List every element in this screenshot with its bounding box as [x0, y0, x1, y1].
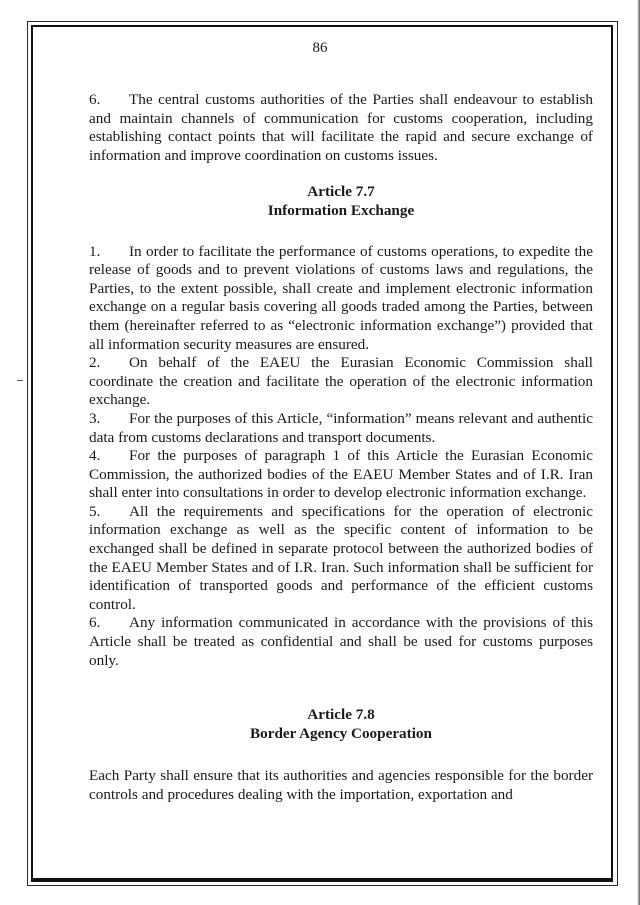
paragraph-text: The central customs authorities of the Parties shall endeavour to establish and maintain channels of communication for customs cooperation, including establishing contact points that will facilitate the rapid and secure exchange of information and improve coordination on customs issues.	[89, 91, 593, 164]
margin-mark	[17, 380, 23, 381]
paragraph-number: 6.	[89, 91, 101, 108]
article-7-8-title: Border Agency Cooperation	[250, 724, 432, 742]
article-7-7-paragraph-2	[89, 354, 593, 410]
paragraph-text: Any information communicated in accordance with the provisions of this Article shall be treated as confidential and shall be used for customs purposes only.	[89, 614, 593, 669]
paragraph-number: 4.	[89, 447, 101, 465]
article-7-7-paragraph-1	[89, 243, 593, 355]
article-7-8-heading: Article 7.8	[307, 706, 375, 724]
article-7-7-paragraph-5	[89, 503, 593, 615]
paragraph-text: For the purposes of this Article, “information” means relevant and authentic data from customs declarations and transport documents.	[89, 409, 593, 446]
article-7-7-title: Information Exchange	[267, 201, 415, 219]
paragraph-text: For the purposes of paragraph 1 of this Article the Eurasian Economic Commission, the authorized bodies of the EAEU Member States and of I.R. Iran shall enter into consultations in order to develop electronic information exchange.	[89, 447, 593, 502]
page-number: 86	[312, 40, 328, 56]
paragraph-number: 6.	[89, 614, 101, 632]
paragraph-number: 1.	[89, 242, 101, 260]
paragraph-text: On behalf of the EAEU the Eurasian Economic Commission shall coordinate the creation and facilitate the operation of the electronic information exchange.	[89, 354, 593, 409]
intro-paragraph	[89, 91, 593, 165]
paragraph-text: All the requirements and specifications for the operation of electronic information exchange as well as the specific content of information to be exchanged shall be defined in separate protocol between the authorized bodies of the EAEU Member States and of I.R. Iran. Such information shall be sufficient for identification of transported goods and performance of the efficient customs control.	[89, 502, 593, 613]
article-7-7-heading: Article 7.7	[307, 183, 375, 201]
document-body	[89, 91, 593, 805]
article-7-7-paragraph-3	[89, 410, 593, 447]
bottom-rule	[31, 878, 613, 881]
paragraph-number: 5.	[89, 502, 101, 520]
paragraph-number: 2.	[89, 354, 101, 372]
article-7-7-paragraph-6	[89, 614, 593, 670]
article-7-7-paragraph-4	[89, 447, 593, 503]
paragraph-number: 3.	[89, 409, 101, 427]
article-7-8-paragraph: Each Party shall ensure that its authorities and agencies responsible for the border controls and procedures dealing with the importation, exportation and	[89, 767, 593, 803]
paragraph-text: In order to facilitate the performance of customs operations, to expedite the release of goods and to prevent violations of customs laws and regulations, the Parties, to the extent possible, shall create and implement electronic information exchange on a regular basis covering all goods traded among the Parties, between them (hereinafter referred to as “electronic information exchange”) provided that all information security measures are ensured.	[89, 242, 593, 353]
